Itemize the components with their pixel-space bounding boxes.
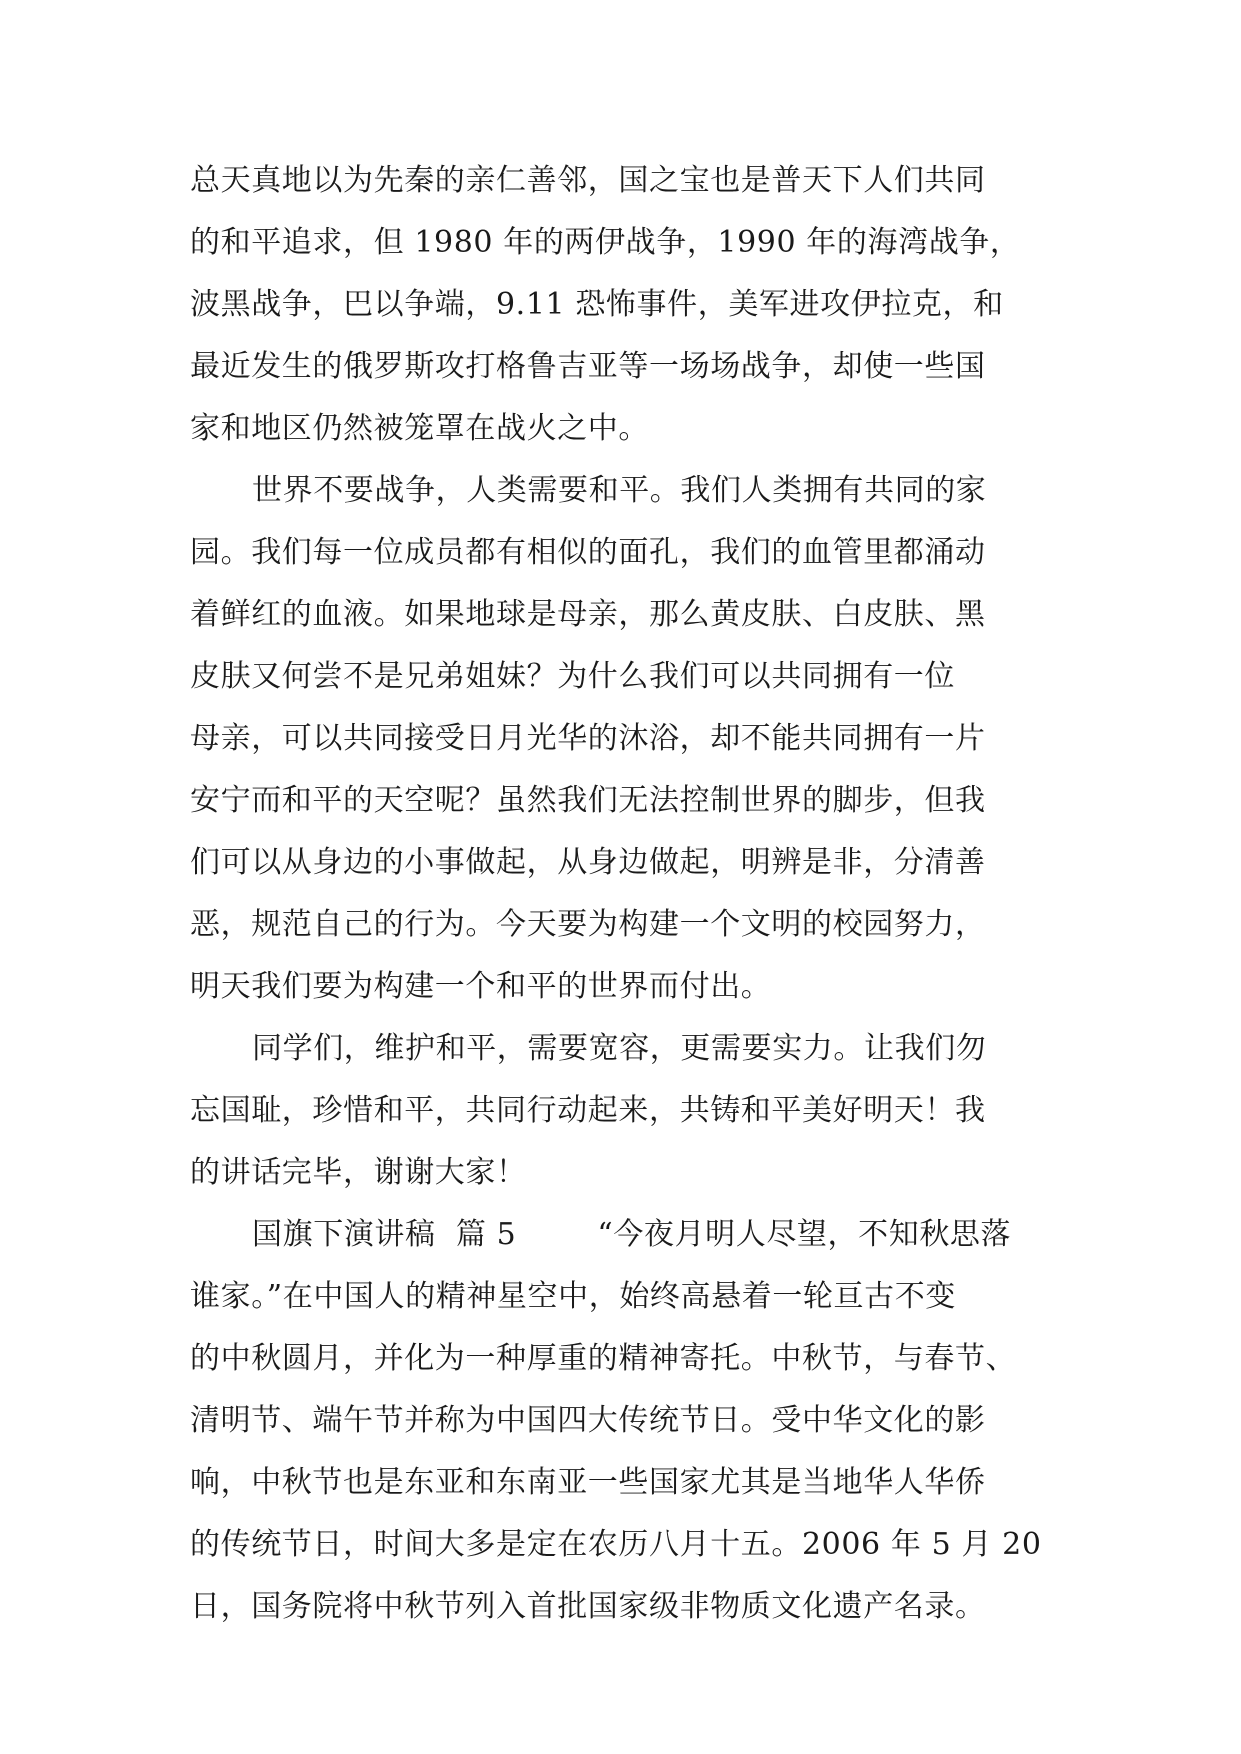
text-line-first: 同学们，维护和平，需要宽容，更需要实力。让我们勿 <box>252 1031 987 1066</box>
paragraph <box>190 1018 1070 1204</box>
text-line: 忘国耻，珍惜和平，共同行动起来，共铸和平美好明天！我 <box>190 1093 986 1128</box>
text-line: 安宁而和平的天空呢？虽然我们无法控制世界的脚步，但我 <box>190 783 986 818</box>
text-line: 最近发生的俄罗斯攻打格鲁吉亚等一场场战争，却使一些国 <box>190 349 986 384</box>
text-line: 母亲，可以共同接受日月光华的沐浴，却不能共同拥有一片 <box>190 721 986 756</box>
text-line: 的中秋圆月，并化为一种厚重的精神寄托。中秋节，与春节、 <box>190 1341 1017 1376</box>
text-line: 波黑战争，巴以争端，9.11 恐怖事件，美军进攻伊拉克，和 <box>190 287 1004 322</box>
text-line: 明天我们要为构建一个和平的世界而付出。 <box>190 969 772 1004</box>
text-line: 的传统节日，时间大多是定在农历八月十五。2006 年 5 月 20 <box>190 1527 1042 1562</box>
text-line: 园。我们每一位成员都有相似的面孔，我们的血管里都涌动 <box>190 535 986 570</box>
text-line: 的和平追求，但 1980 年的两伊战争，1990 年的海湾战争， <box>190 225 1021 260</box>
text-line: 响，中秋节也是东亚和东南亚一些国家尤其是当地华人华侨 <box>190 1465 986 1500</box>
text-line: 恶，规范自己的行为。今天要为构建一个文明的校园努力， <box>190 907 986 942</box>
text-line: 们可以从身边的小事做起，从身边做起，明辨是非，分清善 <box>190 845 986 880</box>
text-line: 皮肤又何尝不是兄弟姐妹？为什么我们可以共同拥有一位 <box>190 659 955 694</box>
text-line: 家和地区仍然被笼罩在战火之中。 <box>190 411 649 446</box>
text-line-first: 世界不要战争，人类需要和平。我们人类拥有共同的家 <box>252 473 987 508</box>
text-line: 谁家。”在中国人的精神星空中，始终高悬着一轮亘古不变 <box>190 1279 956 1314</box>
paragraph <box>190 460 1070 1018</box>
text-line-first: 国旗下演讲稿 篇 5 “今夜月明人尽望，不知秋思落 <box>252 1217 1012 1252</box>
document-body <box>190 150 1070 1638</box>
paragraph <box>190 150 1070 460</box>
text-line: 的讲话完毕，谢谢大家！ <box>190 1155 527 1190</box>
text-line: 总天真地以为先秦的亲仁善邻，国之宝也是普天下人们共同 <box>190 163 986 198</box>
text-line: 日，国务院将中秋节列入首批国家级非物质文化遗产名录。 <box>190 1589 986 1624</box>
text-line: 清明节、端午节并称为中国四大传统节日。受中华文化的影 <box>190 1403 986 1438</box>
text-line: 着鲜红的血液。如果地球是母亲，那么黄皮肤、白皮肤、黑 <box>190 597 986 632</box>
paragraph <box>190 1204 1070 1638</box>
